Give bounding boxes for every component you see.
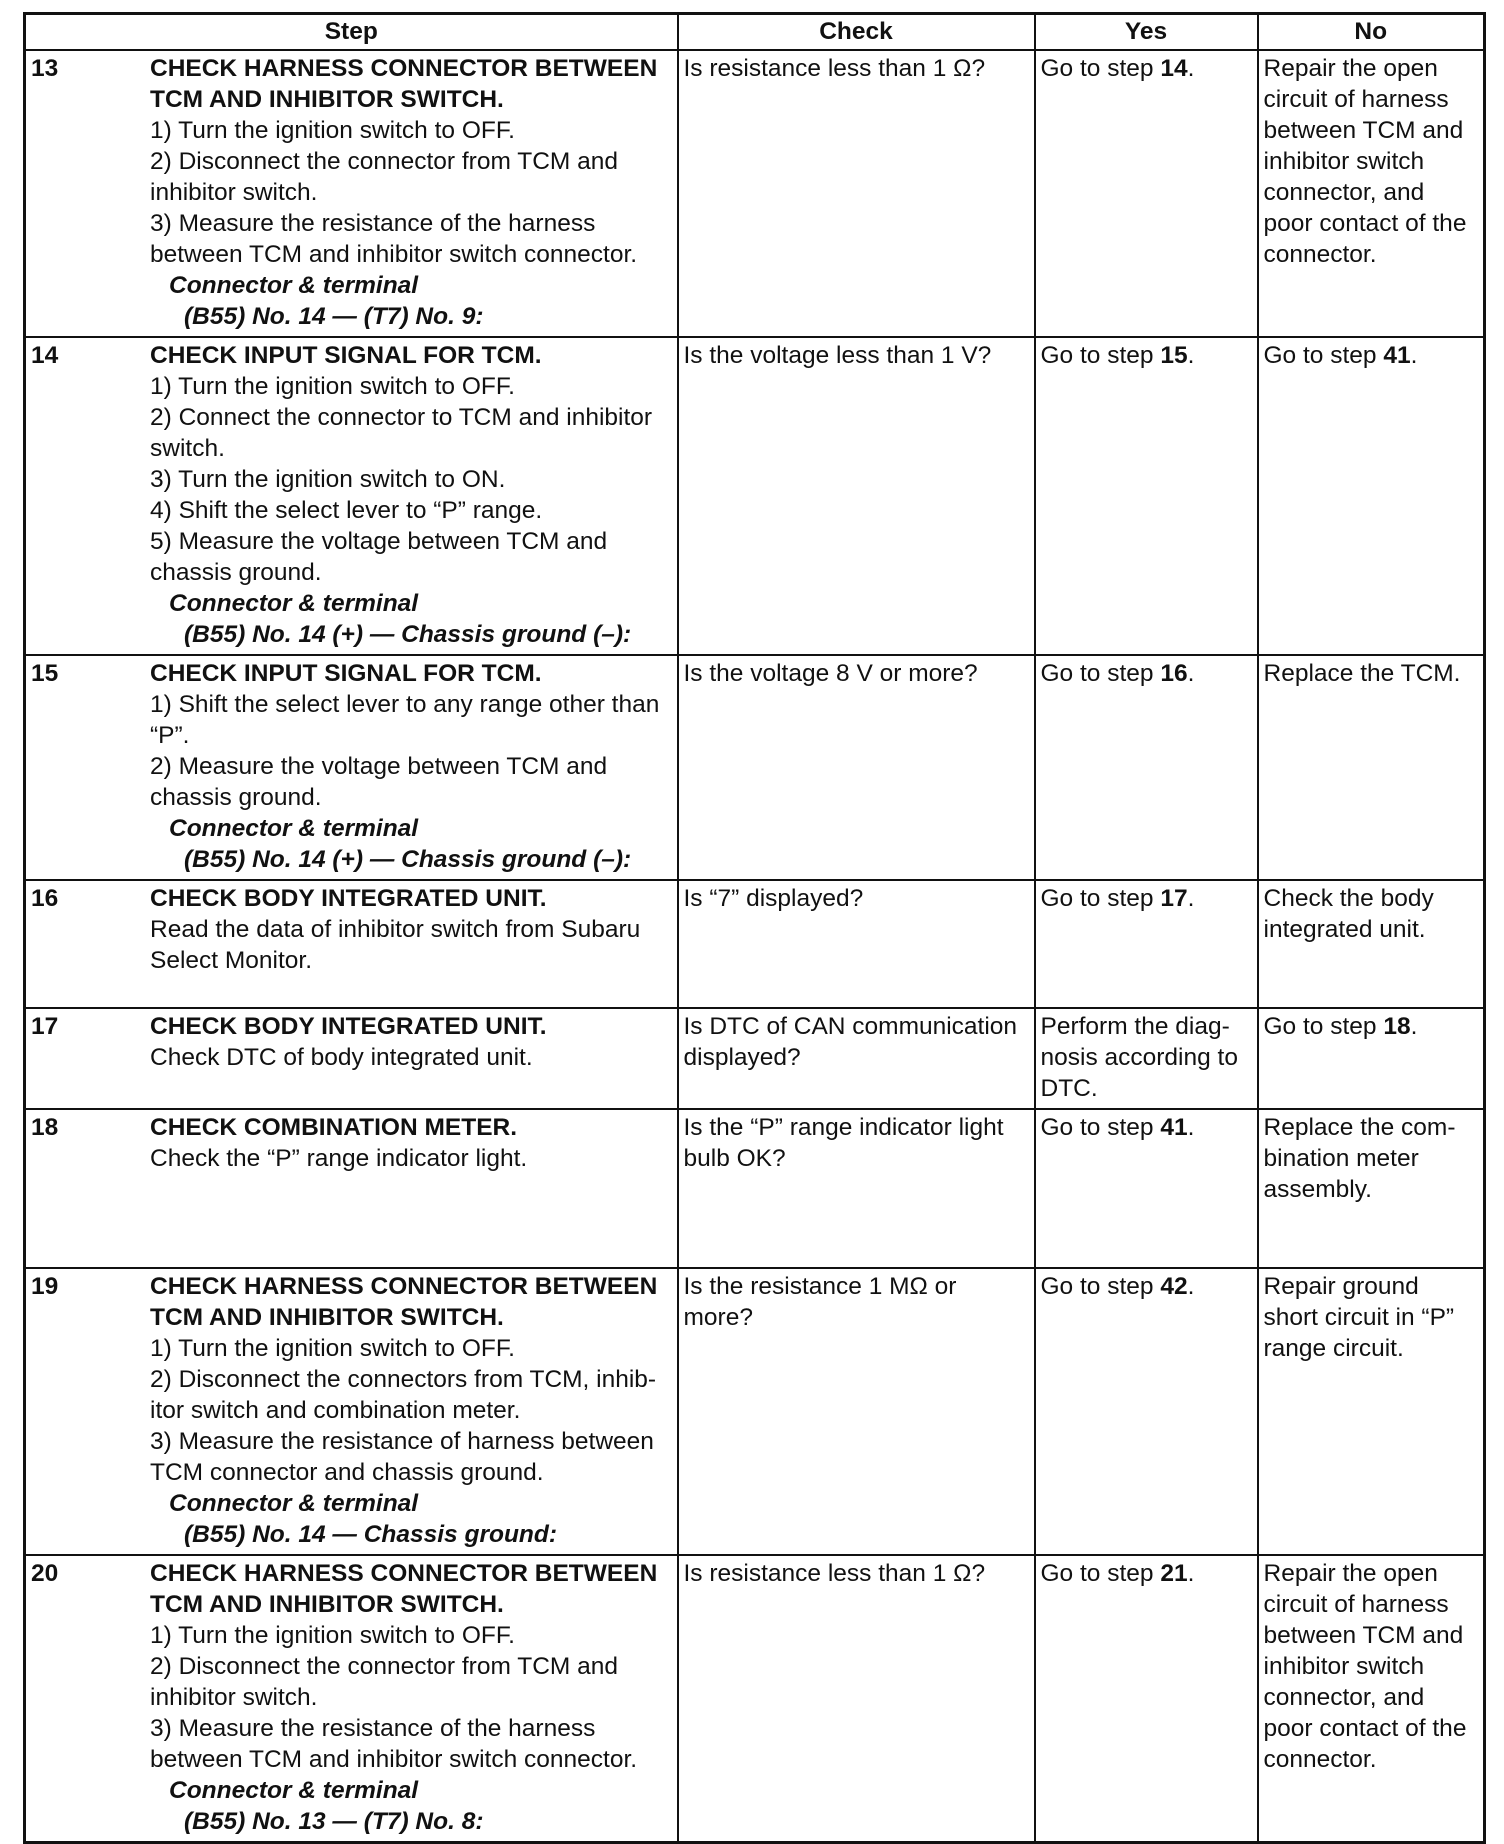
check-text: Is resistance less than 1 Ω? <box>683 55 986 82</box>
yes-cell <box>1035 1109 1258 1268</box>
table-row <box>25 337 1485 655</box>
yes-suffix: . <box>1187 55 1195 82</box>
no-text: Replace the com- <box>1263 1114 1456 1141</box>
step-title: CHECK COMBINATION METER. <box>150 1114 518 1141</box>
yes-suffix: . <box>1187 1560 1195 1587</box>
connector-terminal-label: Connector & terminal <box>169 590 419 617</box>
check-cell <box>678 880 1035 1008</box>
yes-text <box>1041 340 1252 371</box>
table-row <box>25 1268 1485 1555</box>
no-text: between TCM and <box>1263 1622 1464 1649</box>
step-title: CHECK HARNESS CONNECTOR BETWEEN <box>150 1273 658 1300</box>
step-cell <box>25 655 678 880</box>
step-content <box>31 1011 672 1073</box>
step-number: 19 <box>31 1273 59 1300</box>
step-body <box>150 658 672 875</box>
step-instruction: inhibitor switch. <box>150 1684 318 1711</box>
no-cell <box>1258 655 1485 880</box>
header-step: Step <box>25 14 678 51</box>
no-cell <box>1258 1109 1485 1268</box>
step-body <box>150 1011 672 1073</box>
check-text: Is “7” displayed? <box>683 885 864 912</box>
header-no: No <box>1258 14 1485 51</box>
step-instruction: between TCM and inhibitor switch connector. <box>150 1746 638 1773</box>
step-instruction: between TCM and inhibitor switch connector. <box>150 241 638 268</box>
yes-text <box>1041 658 1252 689</box>
table-body <box>25 50 1485 1843</box>
step-instruction: 1) Turn the ignition switch to OFF. <box>150 1335 515 1362</box>
check-cell <box>678 50 1035 337</box>
check-text: Is DTC of CAN communication displayed? <box>683 1013 1018 1071</box>
no-step-number: 18 <box>1383 1013 1411 1040</box>
step-instruction: 2) Disconnect the connectors from TCM, inhib- <box>150 1366 657 1393</box>
check-cell <box>678 1109 1035 1268</box>
yes-cell <box>1035 50 1258 337</box>
no-text <box>1264 1011 1479 1042</box>
yes-cell <box>1035 655 1258 880</box>
step-content <box>31 1271 672 1550</box>
step-title: TCM AND INHIBITOR SWITCH. <box>150 1304 504 1331</box>
step-instruction: 3) Measure the resistance of the harness <box>150 1715 596 1742</box>
check-cell <box>678 337 1035 655</box>
connector-terminal-label: Connector & terminal <box>169 1490 419 1517</box>
no-text: Check the body <box>1263 885 1434 912</box>
no-text: bination meter <box>1263 1145 1419 1172</box>
yes-text <box>1041 53 1252 84</box>
yes-step-number: 15 <box>1160 342 1188 369</box>
yes-text: nosis according to <box>1040 1044 1238 1071</box>
step-instruction: inhibitor switch. <box>150 179 318 206</box>
step-title: CHECK INPUT SIGNAL FOR TCM. <box>150 660 542 687</box>
step-cell <box>25 1555 678 1843</box>
step-content <box>31 883 672 976</box>
check-text: Is the voltage 8 V or more? <box>683 660 978 687</box>
connector-terminal-value: (B55) No. 14 (+) — Chassis ground (–): <box>184 846 632 873</box>
step-number: 17 <box>31 1013 59 1040</box>
check-text: Is the resistance 1 MΩ or more? <box>683 1273 957 1331</box>
no-text: connector. <box>1263 241 1377 268</box>
yes-cell <box>1035 1555 1258 1843</box>
connector-terminal-value: (B55) No. 13 — (T7) No. 8: <box>184 1808 484 1835</box>
step-content <box>31 1558 672 1837</box>
step-instruction: TCM connector and chassis ground. <box>150 1459 544 1486</box>
yes-text <box>1041 1271 1252 1302</box>
header-row <box>25 14 1485 51</box>
step-instruction: 1) Turn the ignition switch to OFF. <box>150 117 515 144</box>
no-step-number: 41 <box>1383 342 1411 369</box>
step-instruction: Read the data of inhibitor switch from Subaru <box>150 916 641 943</box>
step-cell <box>25 50 678 337</box>
step-cell <box>25 1268 678 1555</box>
table-row <box>25 880 1485 1008</box>
yes-prefix: Go to step <box>1040 885 1161 912</box>
no-text: connector. <box>1263 1746 1377 1773</box>
step-title: TCM AND INHIBITOR SWITCH. <box>150 86 504 113</box>
table-row <box>25 1555 1485 1843</box>
step-instruction: chassis ground. <box>150 559 322 586</box>
step-title: CHECK INPUT SIGNAL FOR TCM. <box>150 342 542 369</box>
step-body <box>150 1558 672 1837</box>
step-body <box>150 883 672 976</box>
diagnosis-table <box>23 12 1486 1844</box>
connector-terminal-value: (B55) No. 14 — Chassis ground: <box>184 1521 558 1548</box>
step-body <box>150 53 672 332</box>
step-title: CHECK HARNESS CONNECTOR BETWEEN <box>150 1560 658 1587</box>
no-text: Repair the open <box>1263 1560 1438 1587</box>
yes-suffix: . <box>1187 885 1195 912</box>
yes-suffix: . <box>1187 660 1195 687</box>
step-instruction: 2) Disconnect the connector from TCM and <box>150 1653 618 1680</box>
no-text <box>1264 340 1479 371</box>
table-row <box>25 655 1485 880</box>
no-text: inhibitor switch <box>1263 148 1425 175</box>
yes-text <box>1041 883 1252 914</box>
no-cell <box>1258 880 1485 1008</box>
no-text: circuit of harness <box>1263 86 1449 113</box>
check-cell <box>678 1008 1035 1109</box>
no-text: connector, and <box>1263 179 1425 206</box>
step-instruction: 4) Shift the select lever to “P” range. <box>150 497 543 524</box>
step-instruction: chassis ground. <box>150 784 322 811</box>
step-instruction: 5) Measure the voltage between TCM and <box>150 528 608 555</box>
step-instruction: 1) Turn the ignition switch to OFF. <box>150 1622 515 1649</box>
connector-terminal-label: Connector & terminal <box>169 272 419 299</box>
no-text: assembly. <box>1263 1176 1372 1203</box>
step-instruction: 2) Connect the connector to TCM and inhibitor <box>150 404 653 431</box>
connector-terminal-label: Connector & terminal <box>169 815 419 842</box>
check-cell <box>678 1268 1035 1555</box>
table-row <box>25 50 1485 337</box>
step-number: 13 <box>31 55 59 82</box>
step-body <box>150 1112 672 1174</box>
step-body <box>150 340 672 650</box>
yes-prefix: Go to step <box>1040 55 1161 82</box>
step-instruction: 2) Measure the voltage between TCM and <box>150 753 608 780</box>
no-text: Repair the open <box>1263 55 1438 82</box>
no-cell <box>1258 1555 1485 1843</box>
no-text: Repair ground <box>1263 1273 1419 1300</box>
table-row <box>25 1008 1485 1109</box>
no-text: range circuit. <box>1263 1335 1404 1362</box>
table-row <box>25 1109 1485 1268</box>
check-cell <box>678 1555 1035 1843</box>
step-cell <box>25 337 678 655</box>
step-title: TCM AND INHIBITOR SWITCH. <box>150 1591 504 1618</box>
no-cell <box>1258 337 1485 655</box>
no-cell <box>1258 1268 1485 1555</box>
step-instruction: 3) Measure the resistance of harness between <box>150 1428 654 1455</box>
no-text: integrated unit. <box>1263 916 1426 943</box>
no-text: short circuit in “P” <box>1263 1304 1455 1331</box>
no-cell <box>1258 1008 1485 1109</box>
yes-suffix: . <box>1187 1273 1195 1300</box>
step-title: CHECK HARNESS CONNECTOR BETWEEN <box>150 55 658 82</box>
no-suffix: . <box>1410 1013 1418 1040</box>
yes-text: Perform the diag- <box>1040 1013 1230 1040</box>
step-instruction: 3) Turn the ignition switch to ON. <box>150 466 506 493</box>
step-instruction: 3) Measure the resistance of the harness <box>150 210 596 237</box>
yes-prefix: Go to step <box>1040 342 1161 369</box>
no-prefix: Go to step <box>1263 1013 1384 1040</box>
step-title: CHECK BODY INTEGRATED UNIT. <box>150 885 547 912</box>
no-text: connector, and <box>1263 1684 1425 1711</box>
no-text: poor contact of the <box>1263 1715 1467 1742</box>
step-number: 20 <box>31 1560 59 1587</box>
step-instruction: Check DTC of body integrated unit. <box>150 1044 533 1071</box>
check-cell <box>678 655 1035 880</box>
step-number: 14 <box>31 342 59 369</box>
step-content <box>31 1112 672 1174</box>
no-text: circuit of harness <box>1263 1591 1449 1618</box>
yes-step-number: 16 <box>1160 660 1188 687</box>
yes-step-number: 21 <box>1160 1560 1188 1587</box>
yes-text <box>1041 1558 1252 1589</box>
no-text: between TCM and <box>1263 117 1464 144</box>
connector-terminal-value: (B55) No. 14 — (T7) No. 9: <box>184 303 484 330</box>
step-instruction: switch. <box>150 435 225 462</box>
step-instruction: 1) Turn the ignition switch to OFF. <box>150 373 515 400</box>
connector-terminal-value: (B55) No. 14 (+) — Chassis ground (–): <box>184 621 632 648</box>
yes-cell <box>1035 1268 1258 1555</box>
step-instruction: 2) Disconnect the connector from TCM and <box>150 148 618 175</box>
step-body <box>150 1271 672 1550</box>
check-text: Is resistance less than 1 Ω? <box>683 1560 986 1587</box>
check-text: Is the voltage less than 1 V? <box>683 342 992 369</box>
step-instruction: “P”. <box>150 722 190 749</box>
yes-text <box>1041 1112 1252 1143</box>
yes-prefix: Go to step <box>1040 1560 1161 1587</box>
yes-text: DTC. <box>1040 1075 1098 1102</box>
header-yes: Yes <box>1035 14 1258 51</box>
yes-step-number: 41 <box>1160 1114 1188 1141</box>
yes-step-number: 42 <box>1160 1273 1188 1300</box>
yes-prefix: Go to step <box>1040 1273 1161 1300</box>
step-title: CHECK BODY INTEGRATED UNIT. <box>150 1013 547 1040</box>
yes-cell <box>1035 337 1258 655</box>
yes-suffix: . <box>1187 342 1195 369</box>
yes-step-number: 17 <box>1160 885 1188 912</box>
yes-cell <box>1035 880 1258 1008</box>
step-cell <box>25 1008 678 1109</box>
no-text: poor contact of the <box>1263 210 1467 237</box>
yes-step-number: 14 <box>1160 55 1188 82</box>
yes-prefix: Go to step <box>1040 1114 1161 1141</box>
step-instruction: Select Monitor. <box>150 947 313 974</box>
step-cell <box>25 880 678 1008</box>
step-number: 16 <box>31 885 59 912</box>
step-content <box>31 53 672 332</box>
header-check: Check <box>678 14 1035 51</box>
no-prefix: Go to step <box>1263 342 1384 369</box>
no-suffix: . <box>1410 342 1418 369</box>
yes-suffix: . <box>1187 1114 1195 1141</box>
step-instruction: itor switch and combination meter. <box>150 1397 521 1424</box>
yes-cell <box>1035 1008 1258 1109</box>
no-text: inhibitor switch <box>1263 1653 1425 1680</box>
check-text: Is the “P” range indicator light bulb OK? <box>683 1114 1004 1172</box>
step-number: 15 <box>31 660 59 687</box>
step-content <box>31 340 672 650</box>
no-text: Replace the TCM. <box>1263 660 1461 687</box>
step-content <box>31 658 672 875</box>
step-cell <box>25 1109 678 1268</box>
connector-terminal-label: Connector & terminal <box>169 1777 419 1804</box>
step-instruction: 1) Shift the select lever to any range other than <box>150 691 660 718</box>
no-cell <box>1258 50 1485 337</box>
step-number: 18 <box>31 1114 59 1141</box>
yes-prefix: Go to step <box>1040 660 1161 687</box>
step-instruction: Check the “P” range indicator light. <box>150 1145 528 1172</box>
